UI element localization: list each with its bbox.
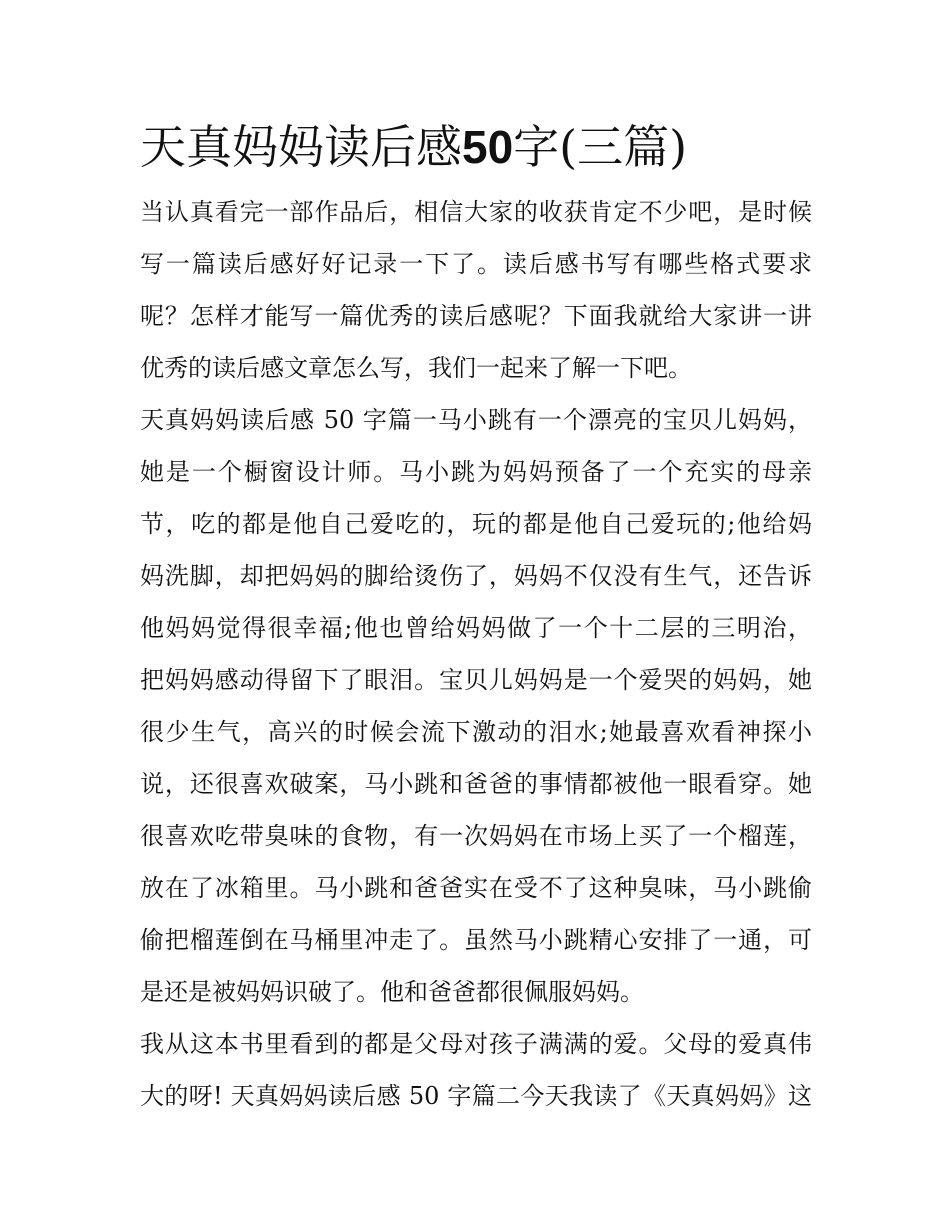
paragraph-line: 把妈妈感动得留下了眼泪。宝贝儿妈妈是一个爱哭的妈妈，她 [140, 666, 812, 694]
paragraph-line: 我从这本书里看到的都是父母对孩子满满的爱。父母的爱真伟 [140, 1030, 812, 1058]
paragraph-line: 大的呀! 天真妈妈读后感 50 字篇二今天我读了《天真妈妈》这 [140, 1082, 812, 1110]
paragraph-line: 天真妈妈读后感 50 字篇一马小跳有一个漂亮的宝贝儿妈妈， [140, 406, 812, 434]
paragraph-line: 节，吃的都是他自己爱吃的，玩的都是他自己爱玩的;他给妈 [140, 510, 812, 538]
title-number: 50 [462, 121, 514, 173]
title-text: 天真妈妈读后感 [140, 120, 462, 174]
paragraph-line: 写一篇读后感好好记录一下了。读后感书写有哪些格式要求 [140, 250, 812, 278]
paragraph-line: 当认真看完一部作品后，相信大家的收获肯定不少吧，是时候 [140, 198, 812, 226]
closing-paragraph [140, 1018, 812, 1122]
document-body [140, 108, 812, 1122]
paragraph-line: 她是一个橱窗设计师。马小跳为妈妈预备了一个充实的母亲 [140, 458, 812, 486]
paragraph-line: 偷把榴莲倒在马桶里冲走了。虽然马小跳精心安排了一通，可 [140, 926, 812, 954]
page-title [140, 108, 812, 186]
paragraph-line: 很喜欢吃带臭味的食物，有一次妈妈在市场上买了一个榴莲， [140, 822, 812, 850]
paragraph-line: 优秀的读后感文章怎么写，我们一起来了解一下吧。 [140, 354, 692, 382]
paragraph-line: 妈洗脚，却把妈妈的脚给烫伤了，妈妈不仅没有生气，还告诉 [140, 562, 812, 590]
paragraph-line: 是还是被妈妈识破了。他和爸爸都很佩服妈妈。 [140, 978, 644, 1006]
paragraph-line: 说，还很喜欢破案，马小跳和爸爸的事情都被他一眼看穿。她 [140, 770, 812, 798]
essay-one-paragraph [140, 394, 812, 1018]
paragraph-line: 呢？怎样才能写一篇优秀的读后感呢？下面我就给大家讲一讲 [140, 302, 812, 330]
paragraph-line: 放在了冰箱里。马小跳和爸爸实在受不了这种臭味，马小跳偷 [140, 874, 812, 902]
title-suffix: 字(三篇) [513, 120, 688, 174]
intro-paragraph [140, 186, 812, 394]
paragraph-line: 很少生气，高兴的时候会流下激动的泪水;她最喜欢看神探小 [140, 718, 812, 746]
paragraph-line: 他妈妈觉得很幸福;他也曾给妈妈做了一个十二层的三明治， [140, 614, 812, 642]
